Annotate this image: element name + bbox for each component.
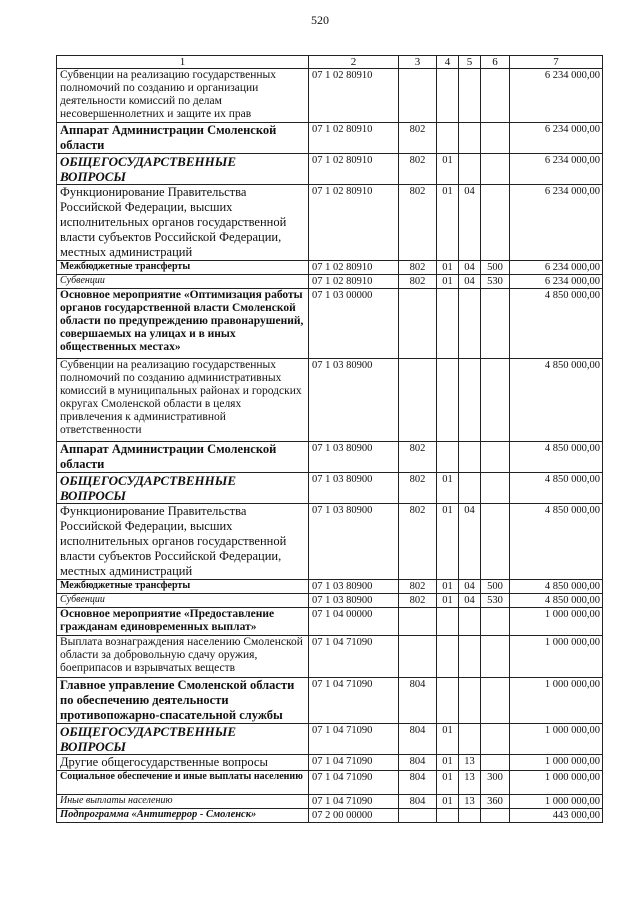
row-sum: 6 234 000,00 (510, 275, 603, 289)
table-row (57, 473, 603, 504)
table-row (57, 185, 603, 261)
table-row (57, 69, 603, 123)
row-sum: 1 000 000,00 (510, 795, 603, 809)
row-c4: 01 (437, 594, 459, 608)
row-c4 (437, 809, 459, 823)
row-code: 07 2 00 00000 (309, 809, 399, 823)
table-row (57, 442, 603, 473)
row-c3: 804 (399, 724, 437, 755)
row-name: Подпрограмма «Антитеррор - Смоленск» (57, 809, 309, 823)
row-name: Функционирование Правительства Российской Федерации, высших исполнительных органов государственной власти субъектов Российской Федерации, местных администраций (57, 185, 309, 261)
row-code: 07 1 03 80900 (309, 504, 399, 580)
row-sum: 443 000,00 (510, 809, 603, 823)
row-c5: 13 (459, 795, 481, 809)
row-c6 (481, 123, 510, 154)
row-sum: 4 850 000,00 (510, 580, 603, 594)
row-name: Выплата вознаграждения населению Смоленской области за добровольную сдачу оружия, боеприпасов и взрывчатых веществ (57, 636, 309, 678)
header-cell: 1 (57, 56, 309, 69)
table-row (57, 261, 603, 275)
row-code: 07 1 02 80910 (309, 69, 399, 123)
row-c4: 01 (437, 154, 459, 185)
row-c6 (481, 185, 510, 261)
row-name: Главное управление Смоленской области по обеспечению деятельности противопожарно-спасательной службы (57, 678, 309, 724)
row-c6 (481, 442, 510, 473)
row-c4: 01 (437, 261, 459, 275)
table-row (57, 636, 603, 678)
table-row (57, 608, 603, 636)
row-name: Субвенции (57, 275, 309, 289)
row-c6 (481, 289, 510, 359)
row-c6: 530 (481, 594, 510, 608)
row-code: 07 1 02 80910 (309, 123, 399, 154)
row-code: 07 1 03 80900 (309, 580, 399, 594)
row-c6: 300 (481, 771, 510, 795)
table-row (57, 724, 603, 755)
row-c3: 804 (399, 771, 437, 795)
row-name: Межбюджетные трансферты (57, 261, 309, 275)
row-name: Другие общегосударственные вопросы (57, 755, 309, 771)
header-cell: 7 (510, 56, 603, 69)
row-c5 (459, 359, 481, 442)
row-name: ОБЩЕГОСУДАРСТВЕННЫЕ ВОПРОСЫ (57, 724, 309, 755)
row-c4 (437, 359, 459, 442)
row-c5: 04 (459, 275, 481, 289)
row-c3: 804 (399, 678, 437, 724)
row-c4: 01 (437, 755, 459, 771)
row-c3: 802 (399, 185, 437, 261)
row-c4 (437, 442, 459, 473)
row-c5 (459, 154, 481, 185)
row-sum: 4 850 000,00 (510, 289, 603, 359)
table-row (57, 289, 603, 359)
row-c6: 360 (481, 795, 510, 809)
row-sum: 1 000 000,00 (510, 755, 603, 771)
budget-table (56, 55, 603, 823)
row-c5: 04 (459, 594, 481, 608)
row-c5 (459, 442, 481, 473)
row-name: Межбюджетные трансферты (57, 580, 309, 594)
row-c4: 01 (437, 275, 459, 289)
row-sum: 4 850 000,00 (510, 594, 603, 608)
row-code: 07 1 04 71090 (309, 678, 399, 724)
row-name: Субвенции (57, 594, 309, 608)
header-cell: 4 (437, 56, 459, 69)
header-cell: 3 (399, 56, 437, 69)
row-c6 (481, 678, 510, 724)
row-code: 07 1 04 71090 (309, 771, 399, 795)
row-c4: 01 (437, 724, 459, 755)
row-c4 (437, 69, 459, 123)
row-code: 07 1 04 71090 (309, 755, 399, 771)
row-code: 07 1 03 80900 (309, 473, 399, 504)
row-c5: 13 (459, 755, 481, 771)
row-sum: 1 000 000,00 (510, 608, 603, 636)
table-row (57, 678, 603, 724)
row-sum: 4 850 000,00 (510, 442, 603, 473)
row-c6 (481, 359, 510, 442)
table-header-row (57, 56, 603, 69)
table-row (57, 359, 603, 442)
row-c3: 804 (399, 755, 437, 771)
row-name: Функционирование Правительства Российской Федерации, высших исполнительных органов государственной власти субъектов Российской Федерации, местных администраций (57, 504, 309, 580)
row-c3 (399, 359, 437, 442)
row-c3 (399, 69, 437, 123)
row-c6 (481, 473, 510, 504)
row-c4: 01 (437, 771, 459, 795)
row-code: 07 1 04 71090 (309, 724, 399, 755)
row-c6: 500 (481, 261, 510, 275)
row-sum: 6 234 000,00 (510, 154, 603, 185)
row-code: 07 1 04 00000 (309, 608, 399, 636)
row-c4: 01 (437, 473, 459, 504)
table-row (57, 809, 603, 823)
row-c5: 04 (459, 580, 481, 594)
row-c3: 802 (399, 473, 437, 504)
row-c5: 04 (459, 261, 481, 275)
row-c4 (437, 123, 459, 154)
row-code: 07 1 03 00000 (309, 289, 399, 359)
row-c3: 802 (399, 261, 437, 275)
row-sum: 4 850 000,00 (510, 359, 603, 442)
row-sum: 6 234 000,00 (510, 123, 603, 154)
row-c4 (437, 678, 459, 724)
row-sum: 1 000 000,00 (510, 771, 603, 795)
row-code: 07 1 03 80900 (309, 442, 399, 473)
row-c3: 802 (399, 123, 437, 154)
row-code: 07 1 04 71090 (309, 636, 399, 678)
table-row (57, 275, 603, 289)
row-c3 (399, 608, 437, 636)
row-code: 07 1 04 71090 (309, 795, 399, 809)
row-name: Аппарат Администрации Смоленской области (57, 442, 309, 473)
row-c3: 802 (399, 442, 437, 473)
row-c6 (481, 608, 510, 636)
header-cell: 6 (481, 56, 510, 69)
row-code: 07 1 02 80910 (309, 154, 399, 185)
row-code: 07 1 03 80900 (309, 359, 399, 442)
row-c6 (481, 755, 510, 771)
row-c5 (459, 123, 481, 154)
row-c3 (399, 809, 437, 823)
row-c6 (481, 154, 510, 185)
row-name: Субвенции на реализацию государственных полномочий по созданию административных комиссий в муниципальных районах и городских округах Смоленской области в целях привлечения к административной ответственности (57, 359, 309, 442)
row-sum: 4 850 000,00 (510, 473, 603, 504)
row-c4: 01 (437, 580, 459, 594)
row-name: Иные выплаты населению (57, 795, 309, 809)
row-sum: 6 234 000,00 (510, 69, 603, 123)
row-c3: 802 (399, 154, 437, 185)
row-name: ОБЩЕГОСУДАРСТВЕННЫЕ ВОПРОСЫ (57, 154, 309, 185)
table-row (57, 580, 603, 594)
row-c3: 802 (399, 504, 437, 580)
row-c6 (481, 636, 510, 678)
row-sum: 6 234 000,00 (510, 185, 603, 261)
row-c4 (437, 289, 459, 359)
row-code: 07 1 02 80910 (309, 261, 399, 275)
row-c5 (459, 69, 481, 123)
table-row (57, 123, 603, 154)
row-c6 (481, 724, 510, 755)
row-c4: 01 (437, 185, 459, 261)
row-c5 (459, 678, 481, 724)
header-cell: 5 (459, 56, 481, 69)
row-sum: 1 000 000,00 (510, 724, 603, 755)
row-c6: 500 (481, 580, 510, 594)
row-c6 (481, 69, 510, 123)
row-code: 07 1 02 80910 (309, 185, 399, 261)
row-name: Основное мероприятие «Предоставление гражданам единовременных выплат» (57, 608, 309, 636)
row-c5 (459, 724, 481, 755)
table-row (57, 594, 603, 608)
row-c3: 802 (399, 275, 437, 289)
table-row (57, 154, 603, 185)
row-sum: 1 000 000,00 (510, 678, 603, 724)
row-c3: 802 (399, 580, 437, 594)
row-c3: 802 (399, 594, 437, 608)
row-sum: 6 234 000,00 (510, 261, 603, 275)
header-cell: 2 (309, 56, 399, 69)
row-c5 (459, 636, 481, 678)
row-c4: 01 (437, 795, 459, 809)
row-c4: 01 (437, 504, 459, 580)
row-sum: 4 850 000,00 (510, 504, 603, 580)
row-c5 (459, 608, 481, 636)
table-row (57, 755, 603, 771)
row-c6 (481, 809, 510, 823)
row-name: Основное мероприятие «Оптимизация работы органов государственной власти Смоленской области по предупреждению правонарушений, совершаемых на улицах и в иных общественных местах» (57, 289, 309, 359)
row-c6 (481, 504, 510, 580)
row-name: ОБЩЕГОСУДАРСТВЕННЫЕ ВОПРОСЫ (57, 473, 309, 504)
row-name: Социальное обеспечение и иные выплаты населению (57, 771, 309, 795)
row-code: 07 1 02 80910 (309, 275, 399, 289)
table-row (57, 795, 603, 809)
row-c3: 804 (399, 795, 437, 809)
row-c4 (437, 608, 459, 636)
table-row (57, 771, 603, 795)
row-c3 (399, 636, 437, 678)
row-c3 (399, 289, 437, 359)
row-name: Субвенции на реализацию государственных полномочий по созданию и организации деятельности комиссий по делам несовершеннолетних и защите их прав (57, 69, 309, 123)
row-code: 07 1 03 80900 (309, 594, 399, 608)
row-c5: 04 (459, 504, 481, 580)
row-name: Аппарат Администрации Смоленской области (57, 123, 309, 154)
row-c5 (459, 289, 481, 359)
row-c4 (437, 636, 459, 678)
row-c5: 13 (459, 771, 481, 795)
page-number: 520 (311, 13, 329, 27)
row-c5 (459, 473, 481, 504)
row-c5: 04 (459, 185, 481, 261)
row-c6: 530 (481, 275, 510, 289)
table-row (57, 504, 603, 580)
row-c5 (459, 809, 481, 823)
row-sum: 1 000 000,00 (510, 636, 603, 678)
